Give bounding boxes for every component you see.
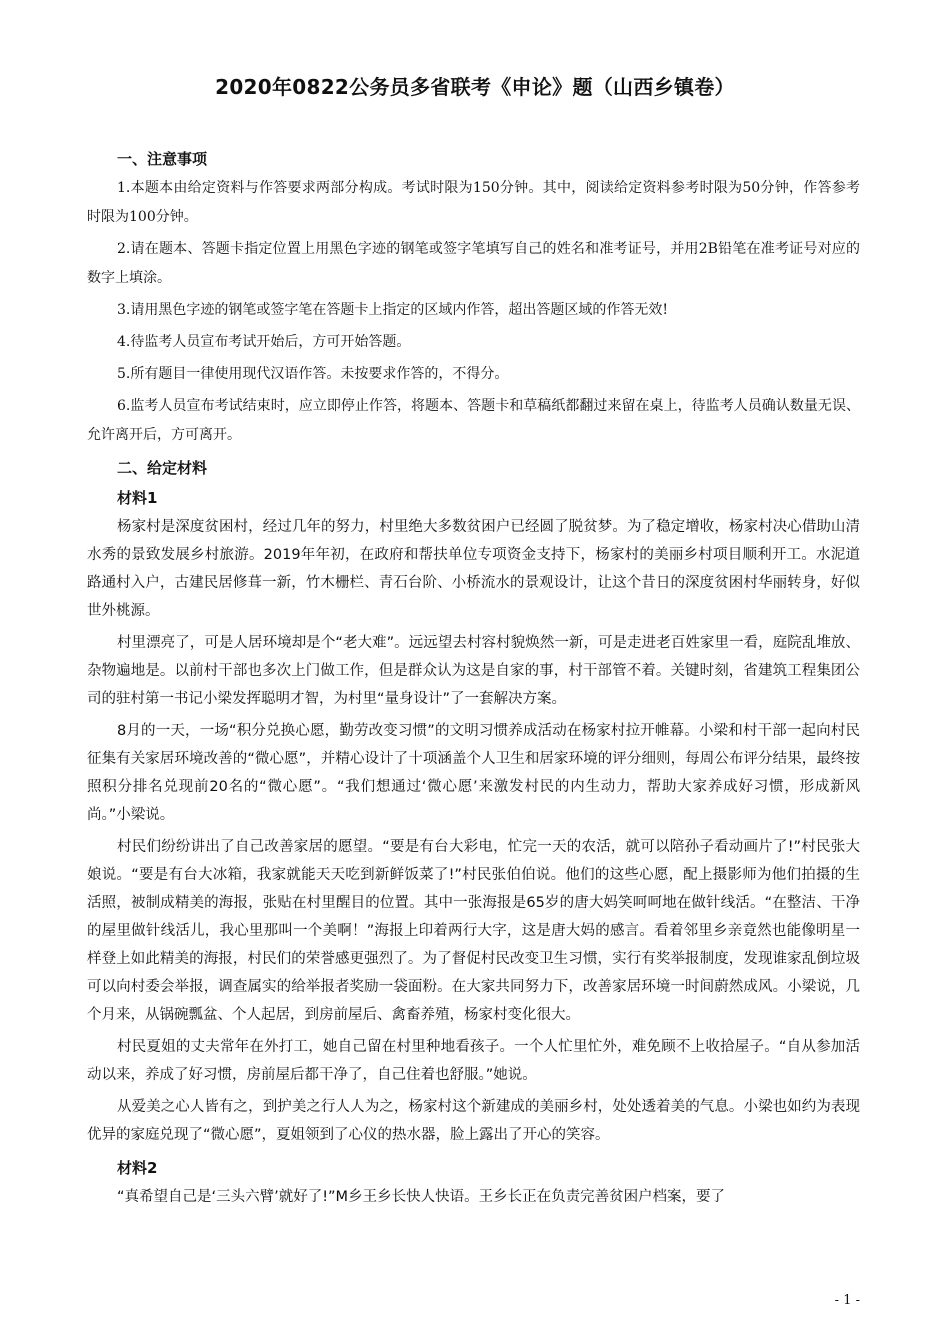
material-paragraph: 村民们纷纷讲出了自己改善家居的愿望。“要是有台大彩电，忙完一天的农活，就可以陪孙子看动画片了!”村民张大娘说。“要是有台大冰箱，我家就能天天吃到新鲜饭菜了!”村民张伯伯说。他们的这些心愿，配上摄影师为他们拍摄的生活照，被制成精美的海报，张贴在村里醒目的位置。其中一张海报是65岁的唐大妈笑呵呵地在做针线活。“在整洁、干净的屋里做针线活儿，我心里那叫一个美啊！”海报上印着两行大字，这是唐大妈的感言。看着邻里乡亲竟然也能像明星一样登上如此精美的海报，村民们的荣誉感更强烈了。为了督促村民改变卫生习惯，实行有奖举报制度，发现谁家乱倒垃圾可以向村委会举报，调查属实的给举报者奖励一袋面粉。在大家共同努力下，改善家居环境一时间蔚然成风。小梁说，几个月来，从锅碗瓢盆、个人起居，到房前屋后、禽畜养殖，杨家村变化很大。 — [87, 839, 860, 1023]
note-item: 5.所有题目一律使用现代汉语作答。未按要求作答的，不得分。 — [117, 366, 509, 382]
page-number: - 1 - — [834, 1293, 860, 1308]
document-title: 2020年0822公务员多省联考《申论》题（山西乡镇卷） — [215, 75, 735, 99]
note-item: 2.请在题本、答题卡指定位置上用黑色字迹的钢笔或签字笔填写自己的姓名和准考证号，并用2B铅笔在准考证号对应的数字上填涂。 — [87, 241, 860, 286]
note-item: 1.本题本由给定资料与作答要求两部分构成。考试时限为150分钟。其中，阅读给定资料参考时限为50分钟，作答参考时限为100分钟。 — [87, 180, 860, 225]
note-item: 4.待监考人员宣布考试开始后，方可开始答题。 — [117, 334, 411, 350]
material-paragraph: 村民夏姐的丈夫常年在外打工，她自己留在村里种地看孩子。一个人忙里忙外，难免顾不上收拾屋子。“自从参加活动以来，养成了好习惯，房前屋后都干净了，自己住着也舒服。”她说。 — [87, 1039, 860, 1083]
document-body — [87, 144, 860, 1215]
material-paragraph: 杨家村是深度贫困村，经过几年的努力，村里绝大多数贫困户已经圆了脱贫梦。为了稳定增收，杨家村决心借助山清水秀的景致发展乡村旅游。2019年年初，在政府和帮扶单位专项资金支持下，杨家村的美丽乡村项目顺利开工。水泥道路通村入户，古建民居修葺一新，竹木栅栏、青石台阶、小桥流水的景观设计，让这个昔日的深度贫困村华丽转身，好似世外桃源。 — [87, 519, 860, 619]
section-heading-materials: 二、给定材料 — [117, 459, 208, 477]
section-heading-notes: 一、注意事项 — [117, 150, 208, 168]
note-item: 3.请用黑色字迹的钢笔或签字笔在答题卡上指定的区域内作答，超出答题区域的作答无效! — [117, 302, 668, 318]
material-paragraph: “真希望自己是‘三头六臂’就好了!”M乡王乡长快人快语。王乡长正在负责完善贫困户档案，要了 — [117, 1189, 726, 1205]
material-paragraph: 8月的一天，一场“积分兑换心愿，勤劳改变习惯”的文明习惯养成活动在杨家村拉开帷幕。小梁和村干部一起向村民征集有关家居环境改善的“微心愿”，并精心设计了十项涵盖个人卫生和居家环境的评分细则，每周公布评分结果，最终按照积分排名兑现前20名的“微心愿”。“我们想通过‘微心愿’来激发村民的内生动力，帮助大家养成好习惯，形成新风尚。”小梁说。 — [87, 723, 860, 823]
material-2-heading: 材料2 — [117, 1159, 158, 1177]
note-item: 6.监考人员宣布考试结束时，应立即停止作答，将题本、答题卡和草稿纸都翻过来留在桌上，待监考人员确认数量无误、允许离开后，方可离开。 — [87, 398, 860, 443]
material-1-heading: 材料1 — [117, 489, 158, 507]
material-paragraph: 村里漂亮了，可是人居环境却是个“老大难”。远远望去村容村貌焕然一新，可是走进老百姓家里一看，庭院乱堆放、杂物遍地是。以前村干部也多次上门做工作，但是群众认为这是自家的事，村干部管不着。关键时刻，省建筑工程集团公司的驻村第一书记小梁发挥聪明才智，为村里“量身设计”了一套解决方案。 — [87, 635, 860, 707]
material-paragraph: 从爱美之心人皆有之，到护美之行人人为之，杨家村这个新建成的美丽乡村，处处透着美的气息。小梁也如约为表现优异的家庭兑现了“微心愿”，夏姐领到了心仪的热水器，脸上露出了开心的笑容。 — [87, 1099, 860, 1143]
